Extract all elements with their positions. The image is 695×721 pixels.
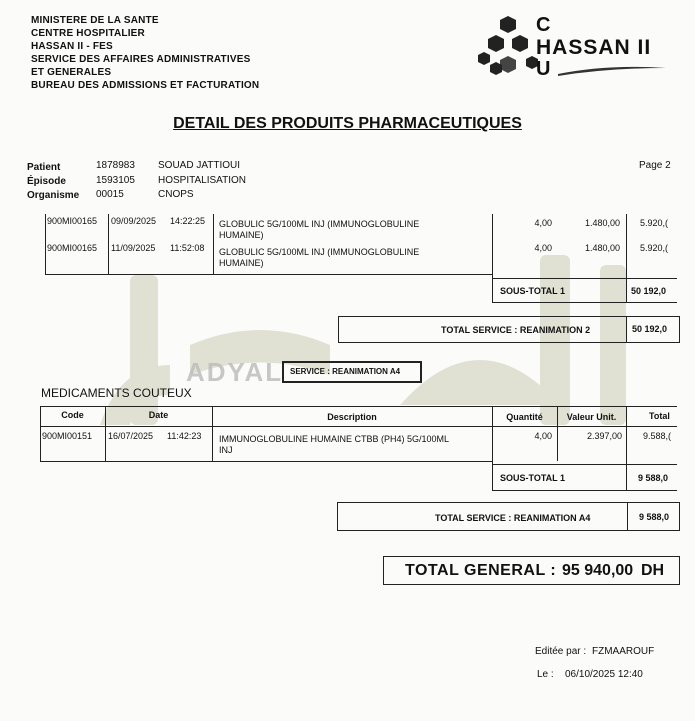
subtotal-label: SOUS-TOTAL 1: [500, 473, 566, 483]
row-time: 11:52:08: [170, 243, 205, 253]
row-time: 14:22:25: [170, 216, 206, 226]
row-qty: 4,00: [534, 431, 552, 441]
watermark-text: ADYAL: [186, 357, 284, 387]
date-label: Le :: [537, 669, 554, 680]
logo-letter-c: C: [536, 14, 551, 36]
service-total-box: [338, 316, 680, 343]
service-total-value: 9 588,0: [639, 512, 670, 522]
row-desc: GLOBULIC 5G/100ML INJ (IMMUNOGLOBULINE: [219, 247, 420, 257]
patient-name: SOUAD JATTIOUI: [158, 160, 241, 171]
row-desc-2: HUMAINE): [219, 258, 264, 268]
row-desc: IMMUNOGLOBULINE HUMAINE CTBB (PH4) 5G/100ML: [219, 434, 450, 444]
episode-label: Épisode: [27, 176, 66, 187]
row-desc-2: INJ: [219, 445, 233, 455]
col-header-total: Total: [649, 411, 670, 421]
organism-label: Organisme: [27, 190, 80, 201]
col-header-unit-value: Valeur Unit.: [566, 412, 617, 422]
row-total: 9.588,(: [643, 431, 672, 441]
episode-type: HOSPITALISATION: [158, 175, 246, 186]
service-total-label: TOTAL SERVICE : REANIMATION 2: [441, 325, 591, 335]
row-code: 900MI00165: [47, 243, 98, 253]
edit-date: 06/10/2025 12:40: [565, 669, 643, 680]
edited-by-label: Editée par :: [535, 646, 587, 657]
service-label: SERVICE : REANIMATION A4: [290, 367, 401, 376]
service-total-value: 50 192,0: [632, 324, 668, 334]
logo-letter-u: U: [536, 58, 551, 80]
chu-logo: [478, 12, 688, 82]
grand-total-currency: DH: [641, 562, 665, 579]
subtotal-value: 50 192,0: [631, 286, 667, 296]
grand-total-value: 95 940,00: [562, 562, 634, 579]
grand-total-label: TOTAL GENERAL :: [405, 562, 557, 579]
watermark-calligraphy-icon: [100, 255, 660, 455]
row-total: 5.920,(: [640, 218, 669, 228]
patient-id: 1878983: [96, 160, 135, 171]
edited-by-value: FZMAAROUF: [592, 646, 655, 657]
header-line: HASSAN II - FES: [31, 41, 113, 52]
col-header-code: Code: [61, 410, 84, 420]
row-qty: 4,00: [534, 243, 552, 253]
row-unit: 1.480,00: [584, 218, 620, 228]
row-desc-2: HUMAINE): [219, 230, 264, 240]
logo-swoosh-icon: [558, 64, 668, 78]
row-code: 900MI00151: [42, 431, 93, 441]
header-line: ET GENERALES: [31, 67, 112, 78]
col-header-quantity: Quantité: [506, 412, 543, 422]
patient-label: Patient: [27, 162, 61, 173]
row-date: 09/09/2025: [111, 216, 157, 226]
service-total-label: TOTAL SERVICE : REANIMATION A4: [435, 513, 591, 523]
row-total: 5.920,(: [640, 243, 669, 253]
header-line: CENTRE HOSPITALIER: [31, 28, 145, 39]
row-unit: 2.397,00: [586, 431, 622, 441]
header-line: BUREAU DES ADMISSIONS ET FACTURATION: [31, 80, 260, 91]
organism-code: 00015: [96, 189, 124, 200]
col-header-date: Date: [148, 410, 169, 420]
row-date: 11/09/2025: [111, 243, 156, 253]
row-desc: GLOBULIC 5G/100ML INJ (IMMUNOGLOBULINE: [219, 219, 420, 229]
page-number: Page 2: [639, 160, 671, 171]
row-time: 11:42:23: [167, 431, 202, 441]
row-code: 900MI00165: [47, 216, 98, 226]
header-line: MINISTERE DE LA SANTE: [31, 15, 159, 26]
hexagon-cluster-icon: [478, 12, 538, 82]
row-qty: 4,00: [534, 218, 552, 228]
organism-name: CNOPS: [158, 189, 194, 200]
subtotal-value: 9 588,0: [638, 473, 669, 483]
row-unit: 1.480,00: [584, 243, 620, 253]
row-date: 16/07/2025: [108, 431, 154, 441]
category-heading: MEDICAMENTS COUTEUX: [41, 386, 192, 400]
header-line: SERVICE DES AFFAIRES ADMINISTRATIVES: [31, 54, 251, 65]
episode-id: 1593105: [96, 175, 135, 186]
logo-name: HASSAN II: [536, 36, 652, 59]
page-title: DETAIL DES PRODUITS PHARMACEUTIQUES: [173, 115, 522, 132]
service-total-box: [337, 502, 680, 531]
service-label-box: [282, 361, 422, 383]
col-header-description: Description: [327, 412, 377, 422]
grand-total-box: [383, 556, 680, 585]
subtotal-label: SOUS-TOTAL 1: [500, 286, 566, 296]
